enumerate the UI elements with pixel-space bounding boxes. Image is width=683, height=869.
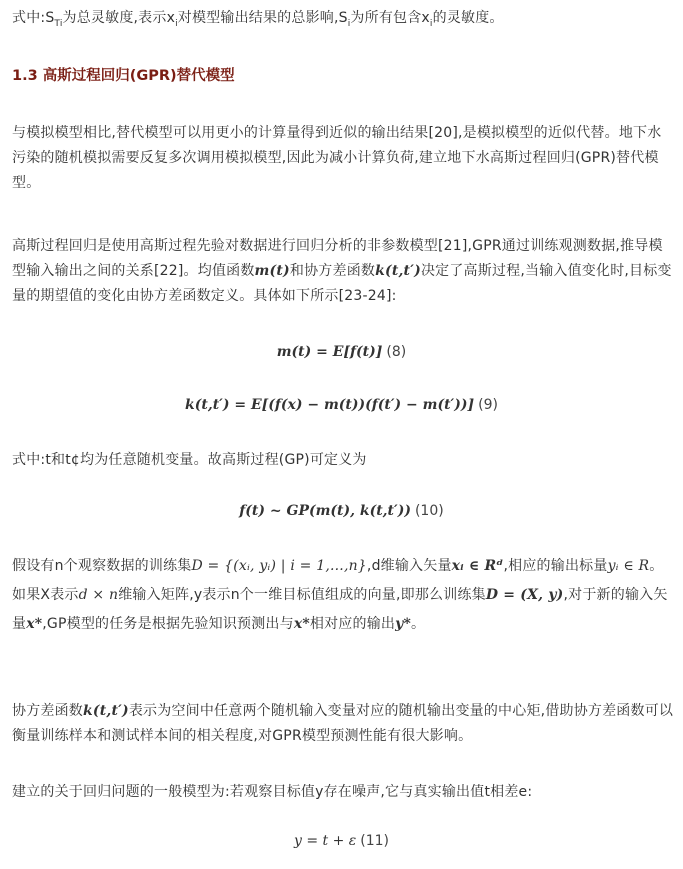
text: 为所有包含x — [350, 10, 430, 26]
text: ,对于新的输入矢量 — [12, 587, 668, 632]
paragraph-surrogate-model: 与模拟模型相比,替代模型可以用更小的计算量得到近似的输出结果[20],是模拟模型的近似代替。地下水污染的随机模拟需要反复多次调用模拟模型,因此为减小计算负荷,建立地下水高斯过程回归(GPR)替代模型。 — [12, 125, 662, 191]
text: 和协方差函数 — [289, 263, 376, 279]
text: ,相应的输出标量 — [503, 558, 608, 574]
subscript: i — [347, 18, 351, 29]
math-inline: x* — [26, 616, 43, 632]
subscript: Ti — [54, 18, 63, 29]
equation-number: (11) — [360, 833, 390, 849]
equation-number: (10) — [414, 503, 444, 519]
text: 高斯过程回归是使用高斯过程先验对数据进行回归分析的非参数模型[21],GPR通过训练观测数据,推导模型输入输出之间的关系[22]。均值函数 — [12, 238, 663, 279]
text: ,d维输入矢量 — [366, 558, 452, 574]
intro-sentence — [12, 6, 674, 37]
equation-11 — [0, 833, 683, 849]
math-inline: xᵢ ∈ Rᵈ — [451, 558, 504, 574]
text: ,GP模型的任务是根据先验知识预测出与 — [42, 616, 294, 632]
math-inline: x* — [293, 616, 310, 632]
text: 决定了高斯过程,当输入值变化时,目标变量的期望值的变化由协方差函数定义。具体如下所示[23-24]: — [12, 263, 672, 304]
paragraph-gp-definition: 式中:t和t¢均为任意随机变量。故高斯过程(GP)可定义为 — [12, 452, 367, 468]
section-heading: 1.3 高斯过程回归(GPR)替代模型 — [12, 68, 235, 84]
math-inline: d × n — [78, 587, 119, 603]
subscript: i — [175, 18, 178, 29]
text: 为总灵敏度,表示x — [62, 10, 176, 26]
paragraph-training-set — [12, 552, 674, 639]
subscript: i — [429, 18, 433, 29]
equation-9 — [0, 397, 683, 413]
paragraph-regression-model: 建立的关于回归问题的一般模型为:若观察目标值y存在噪声,它与真实输出值t相差e: — [12, 784, 533, 800]
text: 。如果X表示 — [12, 558, 664, 603]
text: 式中:S — [12, 10, 55, 26]
text: 相对应的输出 — [309, 616, 396, 632]
math-inline: yᵢ ∈ R — [607, 558, 650, 574]
paragraph-covariance — [12, 699, 674, 749]
math-inline: k(t,t′) — [375, 263, 421, 279]
equation-8 — [0, 344, 683, 360]
math-inline: D = {(xᵢ, yᵢ) | i = 1,...,n} — [191, 558, 367, 574]
text: 表示为空间中任意两个随机输入变量对应的随机输出变量的中心矩,借助协方差函数可以衡量训练样本和测试样本间的相关程度,对GPR模型预测性能有很大影响。 — [12, 703, 674, 744]
equation-expression: y = t + ε — [293, 833, 357, 849]
math-inline: k(t,t′) — [83, 703, 129, 719]
equation-expression: f(t) ~ GP(m(t), k(t,t′)) — [239, 503, 411, 519]
paragraph-gpr — [12, 234, 674, 309]
equation-number: (8) — [386, 344, 407, 360]
text: 维输入矩阵,y表示n个一维目标值组成的向量,即那么训练集 — [118, 587, 486, 603]
equation-expression: k(t,t′) = E[(f(x) − m(t))(f(t′) − m(t′))] — [185, 397, 475, 413]
math-inline: D = (X, y) — [485, 587, 564, 603]
equation-expression: m(t) = E[f(t)] — [276, 344, 383, 360]
equation-10 — [0, 503, 683, 519]
text: 假设有n个观察数据的训练集 — [12, 558, 192, 574]
text: 对模型输出结果的总影响,S — [177, 10, 348, 26]
text: 协方差函数 — [12, 703, 83, 719]
math-inline: y* — [395, 616, 411, 632]
math-inline: m(t) — [254, 263, 290, 279]
text: 的灵敏度。 — [432, 10, 504, 26]
equation-number: (9) — [478, 397, 498, 413]
text: 。 — [410, 616, 426, 632]
